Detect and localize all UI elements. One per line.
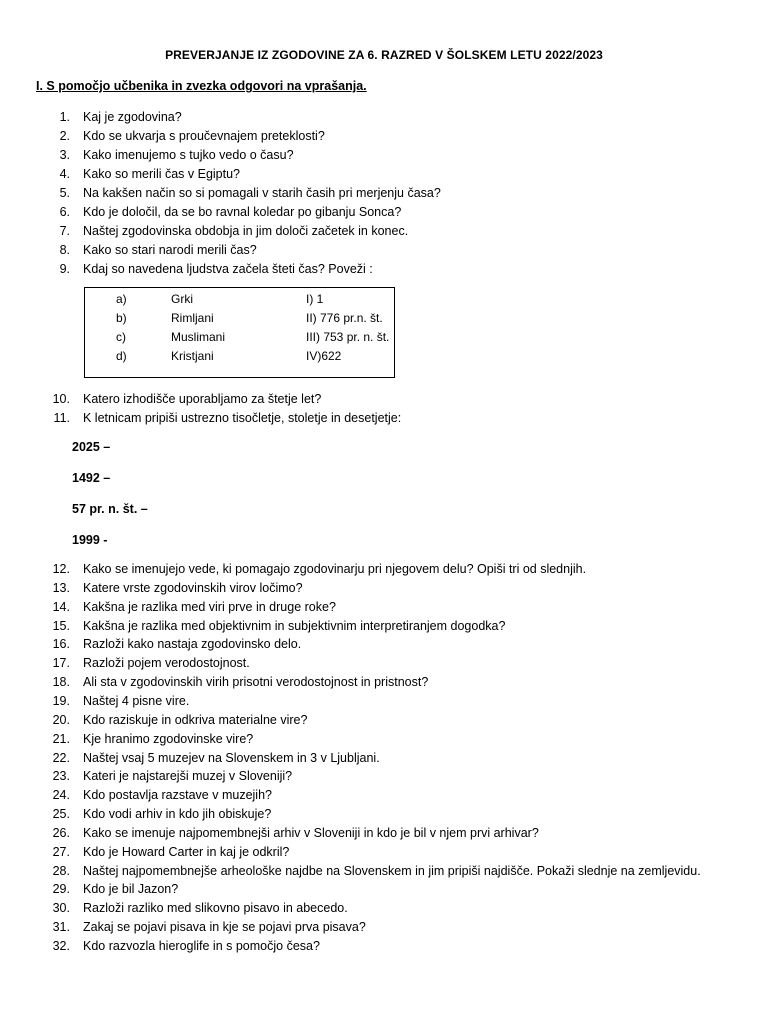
page-title: PREVERJANJE IZ ZGODOVINE ZA 6. RAZRED V ŠOLSKEM LETU 2022/2023: [165, 48, 603, 62]
matching-people: Muslimani: [171, 330, 226, 344]
question-number: 14.: [52, 599, 70, 614]
question-number: 7.: [59, 224, 70, 238]
question-text: Razloži razliko med slikovno pisavo in abecedo.: [83, 901, 348, 916]
question-number: 15.: [52, 618, 70, 633]
question-item: [0, 730, 768, 749]
question-text: Naštej najpomembnejše arheološke najdbe na Slovenskem in jim pripiši najdišče. Pokaži slednje na zemljevidu.: [83, 863, 701, 878]
question-item: [0, 805, 768, 824]
question-item: [0, 673, 768, 692]
question-text: Kako se imenuje najpomembnejši arhiv v Sloveniji in kdo je bil v njem prvi arhivar?: [83, 825, 539, 840]
matching-people: Kristjani: [171, 349, 214, 363]
question-text: Kako se imenujejo vede, ki pomagajo zgodovinarju pri njegovem delu? Opiši tri od slednjih.: [83, 562, 587, 576]
year-item: 57 pr. n. št. –: [72, 502, 148, 516]
question-text: Kdo je Howard Carter in kaj je odkril?: [83, 844, 290, 859]
question-text: Naštej zgodovinska obdobja in jim določi začetek in konec.: [83, 224, 409, 238]
matching-box: [84, 287, 395, 378]
question-number: 28.: [52, 863, 70, 878]
matching-row: [116, 290, 386, 309]
question-text: Katere vrste zgodovinskih virov ločimo?: [83, 580, 303, 595]
matching-letter: b): [116, 311, 127, 325]
question-item: [0, 184, 768, 203]
matching-row: [116, 347, 386, 366]
question-text: Kateri je najstarejši muzej v Sloveniji?: [83, 769, 293, 784]
question-number: 9.: [59, 262, 70, 276]
question-text: Kako imenujemo s tujko vedo o času?: [83, 148, 294, 162]
question-text: Naštej vsaj 5 muzejev na Slovenskem in 3 v Ljubljani.: [83, 750, 380, 765]
question-item: [0, 711, 768, 730]
question-number: 29.: [52, 882, 70, 897]
matching-year: III) 753 pr. n. št.: [306, 330, 390, 344]
question-number: 4.: [59, 167, 70, 181]
year-item: 1999 -: [72, 533, 108, 547]
question-item: [0, 560, 768, 579]
question-text: Razloži pojem verodostojnost.: [83, 656, 250, 671]
question-number: 19.: [52, 693, 70, 708]
question-text: Na kakšen način so si pomagali v starih časih pri merjenju časa?: [83, 186, 441, 200]
question-item: [0, 617, 768, 636]
question-text: Kako so stari narodi merili čas?: [83, 243, 257, 257]
question-item: [0, 862, 768, 881]
question-text: Kdo je določil, da se bo ravnal koledar po gibanju Sonca?: [83, 205, 402, 219]
question-number: 2.: [59, 129, 70, 143]
question-item: [0, 108, 768, 127]
question-number: 20.: [52, 712, 70, 727]
matching-letter: d): [116, 349, 127, 363]
question-text: Razloži kako nastaja zgodovinsko delo.: [83, 637, 302, 652]
year-item: 1492 –: [72, 471, 111, 485]
question-number: 32.: [52, 939, 70, 953]
question-item: [0, 749, 768, 768]
question-number: 24.: [52, 788, 70, 803]
question-item: [0, 824, 768, 843]
question-number: 22.: [52, 750, 70, 765]
question-text: Kakšna je razlika med viri prve in druge roke?: [83, 599, 336, 614]
year-item: 2025 –: [72, 440, 111, 454]
question-number: 5.: [59, 186, 70, 200]
question-item: [0, 165, 768, 184]
question-text: Kaj je zgodovina?: [83, 110, 182, 124]
question-number: 10.: [52, 392, 70, 406]
question-text: Katero izhodišče uporabljamo za štetje let?: [83, 392, 322, 406]
question-number: 26.: [52, 825, 70, 840]
question-number: 31.: [52, 920, 70, 935]
question-text: Kakšna je razlika med objektivnim in subjektivnim interpretiranjem dogodka?: [83, 618, 506, 633]
question-number: 17.: [52, 656, 70, 671]
question-item: [0, 654, 768, 673]
question-item: [0, 127, 768, 146]
question-text: Kdo raziskuje in odkriva materialne vire?: [83, 712, 308, 727]
question-text: Ali sta v zgodovinskih virih prisotni verodostojnost in pristnost?: [83, 675, 429, 690]
question-item: [0, 635, 768, 654]
question-number: 11.: [53, 411, 70, 425]
question-text: Kdo vodi arhiv in kdo jih obiskuje?: [83, 807, 272, 822]
question-item: [0, 203, 768, 222]
question-text: Kdo postavlja razstave v muzejih?: [83, 788, 272, 803]
question-number: 6.: [59, 205, 70, 219]
question-item: [0, 786, 768, 805]
matching-row: [116, 309, 386, 328]
question-text: Naštej 4 pisne vire.: [83, 693, 190, 708]
matching-year: IV)622: [306, 349, 342, 363]
question-item: [0, 918, 768, 937]
question-item: [0, 843, 768, 862]
matching-year: II) 776 pr.n. št.: [306, 311, 383, 325]
matching-year: I) 1: [306, 292, 324, 306]
question-item: [0, 692, 768, 711]
question-item: [0, 899, 768, 918]
question-item: [0, 241, 768, 260]
matching-letter: a): [116, 292, 127, 306]
question-number: 27.: [52, 844, 70, 859]
question-item: [0, 767, 768, 786]
question-number: 30.: [52, 901, 70, 916]
question-number: 21.: [52, 731, 70, 746]
question-text: Kje hranimo zgodovinske vire?: [83, 731, 254, 746]
question-number: 12.: [52, 562, 70, 576]
question-number: 25.: [52, 807, 70, 822]
question-text: K letnicam pripiši ustrezno tisočletje, stoletje in desetjetje:: [83, 411, 402, 425]
question-number: 13.: [52, 580, 70, 595]
question-item: [0, 222, 768, 241]
question-text: Kdaj so navedena ljudstva začela šteti čas? Poveži :: [83, 262, 373, 276]
question-number: 3.: [59, 148, 70, 162]
question-text: Zakaj se pojavi pisava in kje se pojavi prva pisava?: [83, 920, 366, 935]
question-text: Kako so merili čas v Egiptu?: [83, 167, 241, 181]
question-item: [0, 880, 768, 899]
question-item: [0, 260, 768, 279]
question-number: 8.: [59, 243, 70, 257]
matching-row: [116, 328, 390, 347]
matching-people: Rimljani: [171, 311, 214, 325]
question-text: Kdo se ukvarja s proučevnajem preteklosti?: [83, 129, 325, 143]
section-heading: I. S pomočjo učbenika in zvezka odgovori na vprašanja.: [36, 79, 367, 93]
question-item: [0, 409, 768, 428]
question-item: [0, 579, 768, 598]
question-item: [0, 937, 768, 956]
question-number: 23.: [52, 769, 70, 784]
question-text: Kdo je bil Jazon?: [83, 882, 179, 897]
question-number: 1.: [59, 110, 70, 124]
question-item: [0, 598, 768, 617]
question-number: 16.: [52, 637, 70, 652]
question-text: Kdo razvozla hieroglife in s pomočjo česa?: [83, 939, 320, 953]
question-number: 18.: [52, 675, 70, 690]
question-item: [0, 390, 768, 409]
question-item: [0, 146, 768, 165]
matching-people: Grki: [171, 292, 193, 306]
matching-letter: c): [116, 330, 126, 344]
